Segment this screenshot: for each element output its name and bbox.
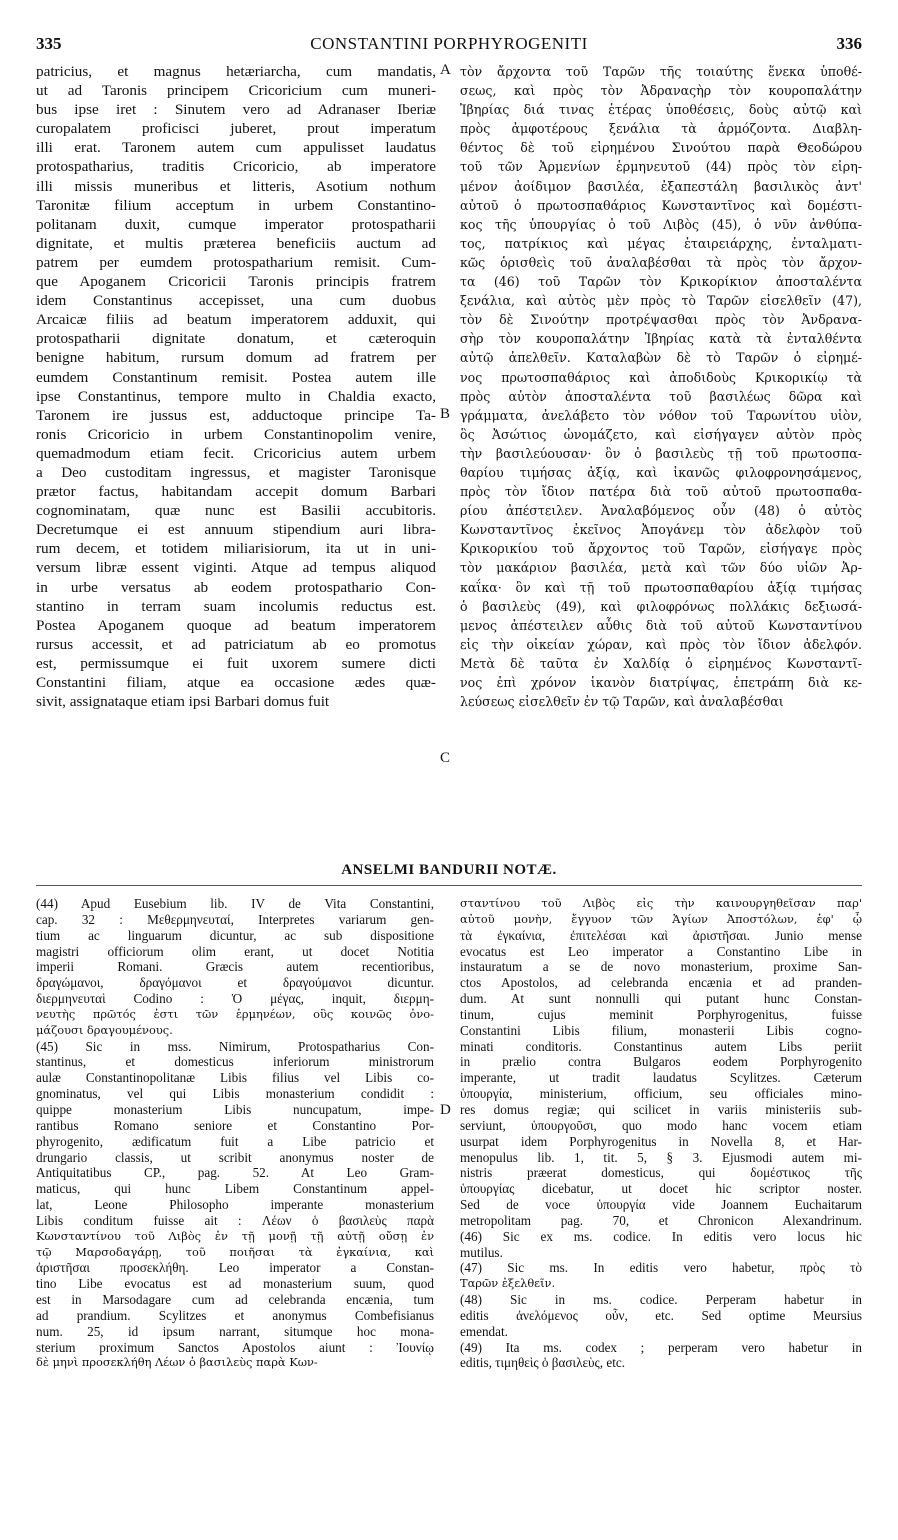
note-line: magistri officiorum olim erant, ut docet Notitia — [36, 943, 434, 959]
latin-text-line: stantino in terram suam incolumis reductus est. — [36, 597, 436, 615]
latin-text-line: quemadmodum etiam fecit. Cricoricius autem urbem — [36, 444, 436, 462]
latin-text-line: in urbe versatus ab eodem protospathario Con- — [36, 578, 436, 596]
note-line: νευτὴς πρῶτός ἐστι τῶν ἑρμηνέων, οὓς κοινῶς ὀνο- — [36, 1006, 434, 1021]
note-line: rantibus Romano seniore et Constantino Por- — [36, 1117, 434, 1133]
note-line: est in Marsodagare cum ad celebranda encænia, tum — [36, 1292, 434, 1308]
greek-text-line: τα (46) τοῦ Ταρῶν τὸν Κρικορίκιον ἀποσταλέντα — [460, 274, 862, 290]
note-line: Κωνσταντίνου τοῦ Λιβὸς ἐν τῇ μονῇ τῇ αὐτῇ οὔσῃ ἐν — [36, 1228, 434, 1243]
notes-heading: ANSELMI BANDURII NOTÆ. — [341, 862, 557, 878]
page-number-left: 335 — [36, 34, 62, 53]
latin-text-line: curopalatem proficisci juberet, prout imperatum — [36, 120, 436, 138]
margin-letter-b: B — [440, 406, 451, 422]
greek-text-line: σὴρ τὸν κουροπαλάτην Ἰβηρίας κατὰ τὰ ἐνταλθέντα — [460, 331, 862, 347]
greek-text-line: καΐκα· ὃν καὶ τῇ τοῦ πρωτοσπαθαρίου ἀξίᾳ τιμήσας — [460, 579, 862, 595]
greek-text-line: πρὸς τὸν ἴδιον πατέρα διὰ τοῦ αὐτοῦ πρωτοσπαθα- — [460, 484, 862, 500]
greek-text-line: μένον ἀοίδιμον βασιλέα, ἐξαπεστάλη βασιλικὸς ἀντ' — [460, 178, 862, 194]
greek-text-line: τὸν δὲ Σινούτην προτρέψασθαι πρὸς τὸν Ἀνδρανα- — [460, 312, 862, 328]
greek-text-line: ξενάλια, καὶ αὐτὸς μὲν πρὸς τὸ Ταρῶν εἰσελθεῖν (47), — [460, 293, 862, 309]
note-line: maticus, qui hunc Libem Constantinum appel- — [36, 1181, 434, 1197]
greek-text-line: σεως, καὶ πρὸς τὸν Ἀδραναςὴρ τὸν κουροπαλάτην — [460, 83, 862, 99]
note-line: (46) Sic ex ms. codice. In editis vero locus hic — [460, 1228, 862, 1244]
note-line: evocatus est Leo imperator a Constantino Libe in — [460, 943, 862, 959]
note-line: ctos Apostolos, ad celebranda encænia et ad pranden- — [460, 975, 862, 991]
latin-text-line: dignitate, et multis præterea beneficiis auctum ad — [36, 234, 436, 252]
greek-text-line: πρὸς ἀμφοτέρους ξενάλια τὰ ἁρμόζοντα. Διαβλη- — [460, 121, 862, 137]
greek-text-line: νος ἐπὶ χρόνον ἱκανὸν διατρίψας, ἐπετράπη διὰ κε- — [460, 675, 862, 690]
greek-text-line: εἰς τὴν οἰκείαν χώραν, καὶ πρὸς τὸν ἴδιον ἀδελφόν. — [460, 636, 862, 652]
greek-text-line: Ἰβηρίας διά τινας ἑτέρας ὑποθέσεις, δοὺς αὐτῷ καὶ — [460, 102, 862, 118]
note-line: (48) Sic in ms. codice. Perperam habetur in — [460, 1292, 862, 1308]
page-header — [36, 34, 862, 58]
latin-text-line: protospatharius, traditis Cricoricio, ab imperatore — [36, 158, 436, 176]
note-line: αὐτοῦ μονὴν, ἔγγυον τῶν Ἁγίων Ἀποστόλων, ἐφ' ᾧ — [460, 911, 862, 926]
greek-text-line: θαρίου τιμήσας ἀξίᾳ, καὶ ἱκανῶς φιλοφρονησάμενος, — [460, 464, 862, 480]
note-line: τῷ Μαρσοδαγάρῃ, τοῦ ποιῆσαι τὰ ἐγκαίνια, καὶ — [36, 1244, 434, 1259]
greek-text-line: θέντος δὲ τοῦ εἰρημένου Σινούτου παρὰ Θεοδώρου — [460, 140, 862, 156]
note-line: serviunt, ὑπουργοῦσι, quo modo hanc vocem etiam — [460, 1117, 862, 1133]
greek-text-line: Μετὰ δὲ ταῦτα ἐν Χαλδίᾳ ὁ εἰρημένος Κωνσταντῖ- — [460, 655, 862, 671]
note-line: aulæ Constantinopolitanæ Libis filius vel Libis co- — [36, 1070, 434, 1086]
note-line: num. 25, id ipsum narrant, situmque hoc mona- — [36, 1323, 434, 1339]
note-line: nistris præerat domesticus, qui δομέστικος τῆς — [460, 1165, 862, 1181]
note-line: dum. At sunt nonnulli qui putant hunc Constan- — [460, 991, 862, 1007]
greek-text-line: νος πρωτοσπαθάριος καὶ ἀποδιδοὺς Κρικορικίῳ τὰ — [460, 369, 862, 385]
latin-text-line: versum libræ essent viginti. Atque ad tempus aliquod — [36, 559, 436, 577]
note-line: imperii Romani. Græcis autem recentioribus, — [36, 959, 434, 975]
latin-text-line: Postea Apoganem quoque ad beatum imperatorem — [36, 616, 436, 634]
note-line: imperante, ut tradit laudatus Scylitzes. Cæterum — [460, 1070, 862, 1086]
greek-text-line: ὁ βασιλεὺς (49), καὶ φιλοφρόνως πολλάκις δεξιωσά- — [460, 598, 862, 614]
greek-text-line: Κωνσταντῖνος ἐκεῖνος Ἀπογάνεμ τὸν ἀδελφὸν τοῦ — [460, 522, 862, 538]
note-line: (49) Ita ms. codex ; perperam vero habetur in — [460, 1339, 862, 1355]
latin-text-line: Arcaicæ filiis ad beatum imperatorem adduxit, qui — [36, 311, 436, 329]
greek-text-line: κῶς ὁρισθεὶς τοῦ ἀναλαβέσθαι τὰ πρὸς τὸν ἄρχον- — [460, 254, 862, 270]
note-line: in prælio contra Bulgaros eodem Porphyrogenito — [460, 1054, 862, 1070]
note-line: minati conditoris. Constantinus autem Libs periit — [460, 1038, 862, 1054]
note-line: metropolitam pag. 70, et Chronicon Alexandrinum. — [460, 1212, 862, 1228]
latin-text-line: protospatharii dignitate donatum, et cæteroquin — [36, 330, 436, 348]
greek-text-line: τὸν ἄρχοντα τοῦ Ταρῶν τῆς τοιαύτης ἕνεκα ὑποθέ- — [460, 64, 862, 79]
note-line: δὲ μηνὶ προσεκλήθη Λέων ὁ βασιλεὺς παρὰ Κων- — [36, 1355, 318, 1370]
latin-text-line: illi erat. Taronem autem cum appulisset laudatus — [36, 139, 436, 157]
greek-text-line: τοῦ τῶν Ἀρμενίων ἑρμηνευτοῦ (44) πρὸς τὸν εἰρη- — [460, 159, 862, 175]
note-line: gnominatus, vel qui Libis monasterium condidit : — [36, 1086, 434, 1102]
note-line: μάζουσι δραγουμένους. — [36, 1022, 173, 1037]
note-line: menopulus lib. 1, tit. 5, § 3. Ejusmodi autem mi- — [460, 1149, 862, 1165]
latin-text-line: sivit, assignataque etiam ipsi Barbari domus fuit — [36, 693, 330, 711]
greek-text-line: λεύσεως εἰσελθεῖν ἐν τῷ Ταρῶν, καὶ ἀναλαβέσθαι — [460, 694, 784, 710]
running-title: CONSTANTINI PORPHYROGENITI — [310, 34, 588, 53]
greek-text-line: γράμματα, ἀνελάβετο τὸν νόθον τοῦ Ταρωνίτου υἱὸν, — [460, 407, 862, 423]
margin-letter-d: D — [440, 1102, 451, 1118]
note-line: ὑπουργία, ministerium, officium, seu officiales mino- — [460, 1086, 862, 1102]
latin-text-line: Decretumque ei est annuum stipendium auri libra- — [36, 521, 436, 539]
greek-text-line: ρίου ἀπέστειλεν. Ἀναλαβόμενος οὖν (48) ὁ αὐτὸς — [460, 503, 862, 519]
margin-letter-a: A — [440, 62, 451, 78]
latin-text-line: politanam duxit, cumque imperator protospatharii — [36, 215, 436, 233]
note-line: phyrogenito, ædificatum fuit a Libe patricio et — [36, 1133, 434, 1149]
note-line: usurpat idem Porphyrogenitus in Novella 8, et Har- — [460, 1133, 862, 1149]
greek-text-line: Κρικορικίου τοῦ ἄρχοντος τοῦ Ταρῶν, εἰσήγαγε πρὸς — [460, 541, 862, 557]
note-line: Sed de voce ὑπουργία vide Joannem Euchaitarum — [460, 1197, 862, 1213]
greek-text-line: τὸν μακάριον βασιλέα, μετὰ καὶ τῶν δύο υἱῶν Ἀρ- — [460, 560, 862, 576]
note-line: editis ἀνελόμενος οὖν, etc. Sed optime Meursius — [460, 1307, 862, 1323]
note-line: ὑπουργίας dicebatur, ut docet hic scriptor noster. — [460, 1181, 862, 1197]
greek-text-line: πρὸς αὐτὸν ἀποσταλέντα τοῦ βασιλέως δῶρα καὶ — [460, 388, 862, 404]
note-line: ad prandium. Scylitzes et anonymus Combefisianus — [36, 1307, 434, 1323]
note-line: editis, τιμηθεὶς ὁ βασιλεὺς, etc. — [460, 1355, 626, 1371]
greek-text-line: μενος ἀπέστειλεν αὖθις διὰ τοῦ αὐτοῦ Κωνσταντίνου — [460, 617, 862, 633]
note-line: (45) Sic in mss. Nimirum, Protospatharius Con- — [36, 1038, 434, 1054]
note-line: mutilus. — [460, 1244, 503, 1260]
note-line: quippe monasterium Libis nuncupatum, impe- — [36, 1101, 434, 1117]
note-line: ἀριστῆσαι προσεκλήθη. Leo imperator a Constan- — [36, 1260, 434, 1276]
note-line: τὰ ἐγκαίνια, ἐπιτελέσαι καὶ ἀριστῆσαι. Junio mense — [460, 927, 862, 943]
note-line: tino Libe evocatus est ad monasterium suum, quod — [36, 1276, 434, 1292]
latin-text-line: ipse Constantinus, tempore multo in Chaldia exacto, — [36, 387, 436, 405]
latin-text-line: a Deo custoditam ingressus, et magister Taronisque — [36, 463, 436, 481]
note-line: stantinus, et domesticus inferiorum ministrorum — [36, 1054, 434, 1070]
latin-text-column — [36, 62, 436, 711]
latin-text-line: prætor factus, habitandam accepit domum Barbari — [36, 483, 436, 501]
note-line: (47) Sic ms. In editis vero habetur, πρὸς τὸ — [460, 1260, 862, 1276]
notes-right-column — [460, 896, 862, 1371]
greek-text-column — [460, 62, 862, 711]
latin-text-line: patricius, et magnus hetæriarcha, cum mandatis, — [36, 63, 436, 80]
note-line: drungario classis, ut scribit anonymus noster de — [36, 1149, 434, 1165]
latin-text-line: Constantini filiam, atque ea occasione ædes quæ- — [36, 674, 436, 691]
note-line: Libis conditum fuisse ait : Λέων ὁ βασιλεὺς παρὰ — [36, 1212, 434, 1228]
greek-text-line: τὴν βασιλεύουσαν· ὃν ὁ βασιλεὺς τῇ τοῦ πρωτοσπα- — [460, 445, 862, 461]
note-line: Ταρῶν ἐξελθεῖν. — [460, 1276, 556, 1291]
latin-text-line: patrem per eumdem protospatharium remisit. Cum- — [36, 253, 436, 271]
greek-text-line: κος τῆς ὑπουργίας ὁ τοῦ Λιβὸς (45), ὁ νῦν ἀνθύπα- — [460, 216, 862, 232]
greek-text-line: αὐτῷ ἀπελθεῖν. Καταλαβὼν δὲ τὸ Ταρῶν ὁ εἰρημέ- — [460, 350, 862, 366]
note-line: emendat. — [460, 1323, 508, 1339]
note-line: tinum, cujus meminit Porphyrogenitus, fuisse — [460, 1006, 862, 1022]
latin-text-line: ronis Cricoricio in urbem Constantinopolim venire, — [36, 425, 436, 443]
note-line: instauratum a se de novo monasterium, proxime San- — [460, 959, 862, 975]
margin-letter-c: C — [440, 750, 451, 766]
note-line: σταντίνου τοῦ Λιβὸς εἰς τὴν καινουργηθεῖσαν παρ' — [460, 896, 862, 910]
greek-text-line: αὐτοῦ ὁ πρωτοσπαθάριος Κωνσταντῖνος καὶ δομέστι- — [460, 197, 862, 213]
note-line: sterium proximum Sanctos Apostolos aiunt : Ἰουνίῳ — [36, 1339, 434, 1355]
latin-text-line: illi missis muneribus et litteris, Asotium nothum — [36, 177, 436, 195]
latin-text-line: Taronitæ filium acceptum in urbem Constantino- — [36, 196, 436, 214]
note-line: tium ac linguarum dicuntur, ac sub dispositione — [36, 927, 434, 943]
note-line: lat, Leone Philosopho imperante monasterium — [36, 1197, 434, 1213]
note-line: (44) Apud Eusebium lib. IV de Vita Constantini, — [36, 896, 434, 911]
greek-text-line: ὃς Ἀσώτιος ὠνομάζετο, καὶ εἰσήγαγεν αὐτὸν πρὸς — [460, 426, 862, 442]
note-line: Antiquitatibus CP., pag. 52. At Leo Gram- — [36, 1165, 434, 1181]
latin-text-line: cognominatam, quæ nunc est Basilii accubitoris. — [36, 502, 436, 520]
note-line: Constantini Libis filium, monasterii Libis cogno- — [460, 1022, 862, 1038]
latin-text-line: Taronem ire jussus est, adductoque principe Ta- — [36, 406, 436, 424]
latin-text-line: est, permissumque ei fuit uxorem sumere dicti — [36, 654, 436, 672]
latin-text-line: idem Constantinus accepisset, una cum duobus — [36, 292, 436, 310]
latin-text-line: benigne habitum, rursum domum ad fratrem per — [36, 349, 436, 367]
note-line: δραγώμανοι, δραγόμανοι et δραγούμανοι dicuntur. — [36, 975, 434, 991]
latin-text-line: que Apoganem Cricoricii Taronis principis fratrem — [36, 273, 436, 291]
notes-divider — [36, 885, 862, 886]
latin-text-line: bus ipse iret : Sinutem vero ad Adranaser Iberiæ — [36, 101, 436, 119]
note-line: res domus regiæ; qui scilicet in variis ministeriis sub- — [460, 1101, 862, 1117]
latin-text-line: rursus accessit, et ad patriciatum ab eo promotus — [36, 635, 436, 653]
note-line: cap. 32 : Μεθερμηνευταί, Interpretes variarum gen- — [36, 911, 434, 927]
greek-text-line: τος, πατρίκιος καὶ μέγας ἑταιρειάρχης, ἐνταλματι- — [460, 235, 862, 251]
note-line: διερμηνευταὶ Codino : Ὁ μέγας, inquit, διερμη- — [36, 991, 434, 1007]
latin-text-line: eumdem Constantinum remisit. Postea autem ille — [36, 368, 436, 386]
notes-left-column — [36, 896, 434, 1371]
latin-text-line: ut ad Taronis principem Cricoricium cum muneri- — [36, 82, 436, 100]
latin-text-line: rum decem, et totidem miliarisiorum, ita ut in uni- — [36, 540, 436, 558]
page-number-right: 336 — [836, 34, 862, 53]
